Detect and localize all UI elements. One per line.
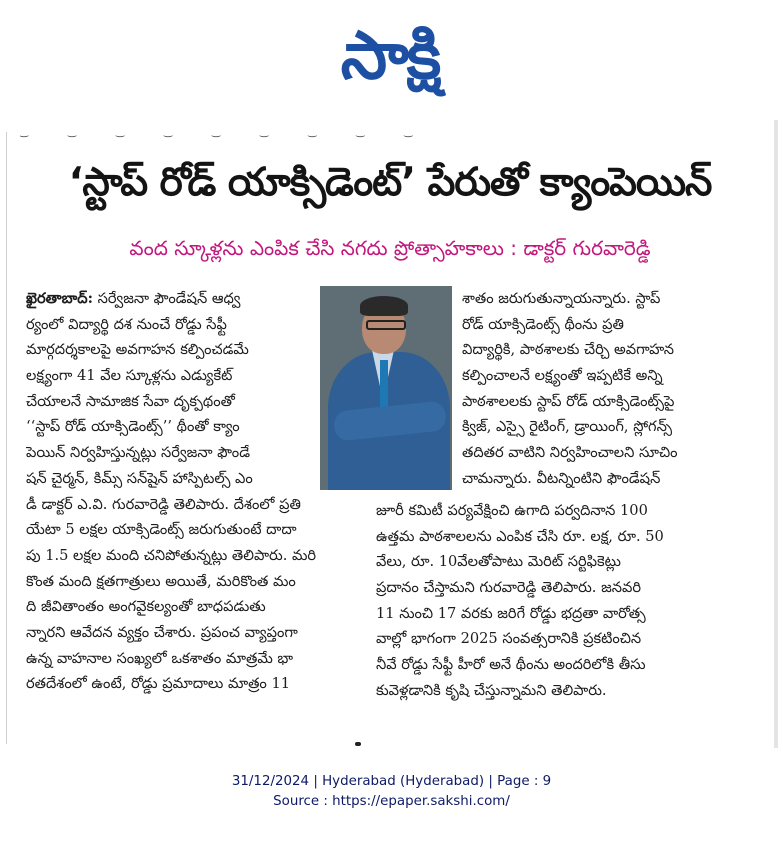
body-line: ఖైరతాబాద్: సర్వేజనా ఫౌండేషన్ ఆధ్వ — [26, 290, 241, 307]
clip-right-edge — [774, 120, 778, 748]
body-line: లక్ష్యంగా 41 వేల స్కూళ్లను ఎడ్యుకేట్ — [26, 367, 233, 385]
body-line: విద్యార్థికి, పాఠశాలకు చేర్చి అవగాహన — [462, 341, 674, 359]
body-line: శాతం జరుగుతున్నాయన్నారు. స్టాప్ — [462, 290, 661, 307]
photo-glasses — [366, 320, 406, 330]
body-line: రతదేశంలో ఉంటే, రోడ్డు ప్రమాదాలు మాత్రం 11 — [26, 675, 291, 693]
footer-edition: Hyderabad (Hyderabad) — [322, 774, 485, 789]
clip-footer — [0, 772, 783, 812]
sakshi-logo: సాక్షి — [340, 17, 440, 94]
dateline: ఖైరతాబాద్: — [26, 290, 93, 307]
body-line: ఉన్న వాహనాల సంఖ్యలో ఒకశాతం మాత్రమే భా — [26, 649, 294, 667]
body-line: జూరీ కమిటీ పర్యవేక్షించి ఉగాది పర్వదినాన 100 — [376, 502, 648, 519]
body-line: ‘‘స్టాప్ రోడ్ యాక్సిడెంట్స్’’ థీంతో క్యాం — [26, 418, 240, 436]
body-line: ఉత్తమ పాఠశాలలను ఎంపిక చేసి రూ. లక్ష, రూ. 50 — [376, 527, 664, 545]
body-line: రోడ్ యాక్సిడెంట్స్ థీంను ప్రతి — [462, 315, 624, 333]
body-line: నీవే రోడ్డు సేఫ్టీ హీరో అనే థీంను అందరిలోకి తీసు — [376, 656, 646, 674]
photo-hair — [360, 296, 408, 316]
body-line: ప్రదానం చేస్తామని గురవారెడ్డి తెలిపారు. జనవరి — [376, 579, 642, 597]
body-line: న్నారని ఆవేదన వ్యక్తం చేశారు. ప్రపంచ వ్యాప్తంగా — [26, 623, 298, 641]
body-line: క్విజ్, ఎస్సై రైటింగ్, డ్రాయింగ్, స్లోగన్స్ — [462, 418, 673, 436]
body-line: పెయిన్ నిర్వహిస్తున్నట్లు సర్వేజనా ఫౌండే — [26, 444, 251, 462]
masthead — [0, 0, 783, 118]
body-line: 11 నుంచి 17 వరకు జరిగే రోడ్డు భద్రతా వారోత్స — [376, 604, 646, 622]
body-line: పు 1.5 లక్షల మంది చనిపోతున్నట్లు తెలిపారు. మరి — [26, 546, 317, 564]
body-line: తదితర వాటిని నిర్వహించాలని సూచిం — [462, 444, 678, 462]
body-line: వాల్లో భాగంగా 2025 సంవత్సరానికి ప్రకటించిన — [376, 630, 642, 648]
article-column-right-top — [462, 286, 748, 492]
footer-meta-line: 31/12/2024 | Hyderabad (Hyderabad) | Page : 9 — [231, 774, 552, 789]
body-line: యేటా 5 లక్షల యాక్సిడెంట్స్ జరుగుతుంటే దాదా — [26, 521, 297, 539]
article-subheadline: వంద స్కూళ్లను ఎంపిక చేసి నగదు ప్రోత్సాహకాలు : డాక్టర్ గురవారెడ్డి — [129, 236, 651, 260]
body-line: కొంత మంది క్షతగాత్రులు అయితే, మరికొంత మం — [26, 572, 296, 590]
body-line: చేయాలనే సామాజిక సేవా దృక్పథంతో — [26, 392, 235, 410]
footer-source-label: Source : — [273, 794, 333, 809]
body-line: షన్ చైర్మన్, కిమ్స్ సన్‌షైన్ హాస్పిటల్స్ ఎం — [26, 469, 253, 487]
clip-left-edge — [6, 132, 7, 744]
body-line: పాఠశాలలకు స్టాప్ రోడ్ యాక్సిడెంట్స్‌పై — [462, 392, 675, 410]
footer-date: 31/12/2024 — [231, 774, 310, 789]
body-line: వేలు, రూ. 10వేలతోపాటు మెరిట్ సర్టిఫికెట్లు — [376, 553, 621, 571]
footer-source-link[interactable]: https://epaper.sakshi.com/ — [332, 794, 510, 809]
body-line: ర్యంలో విద్యార్థి దశ నుంచే రోడ్డు సేఫ్టీ — [26, 315, 227, 333]
clip-cut-top-edge: ‿‿‿‿‿‿‿‿‿ — [20, 128, 453, 138]
body-line: కువెళ్లడానికి కృషి చేస్తున్నామని తెలిపారు. — [376, 681, 607, 699]
body-line: డీ డాక్టర్ ఎ.వి. గురవారెడ్డి తెలిపారు. దేశంలో ప్రతి — [26, 495, 301, 513]
footer-source-line — [0, 792, 783, 812]
body-line: మార్గదర్శకాలపై అవగాహన కల్పించడమే — [26, 341, 249, 359]
portrait-photo — [320, 286, 452, 490]
article-headline: ‘స్టాప్ రోడ్ యాక్సిడెంట్’ పేరుతో క్యాంపెయిన్ — [68, 160, 712, 205]
clip-cut-bottom-mark — [355, 742, 361, 746]
footer-page: Page : 9 — [497, 774, 552, 789]
body-line: చామన్నారు. వీటన్నింటిని ఫౌండేషన్ — [462, 469, 661, 487]
article-column-right-bottom — [376, 498, 748, 704]
body-line: కల్పించాలనే లక్ష్యంతో ఇప్పటికే అన్ని — [462, 367, 663, 385]
body-line: ది జీవితాంతం అంగవైకల్యంతో బాధపడుతు — [26, 598, 266, 616]
